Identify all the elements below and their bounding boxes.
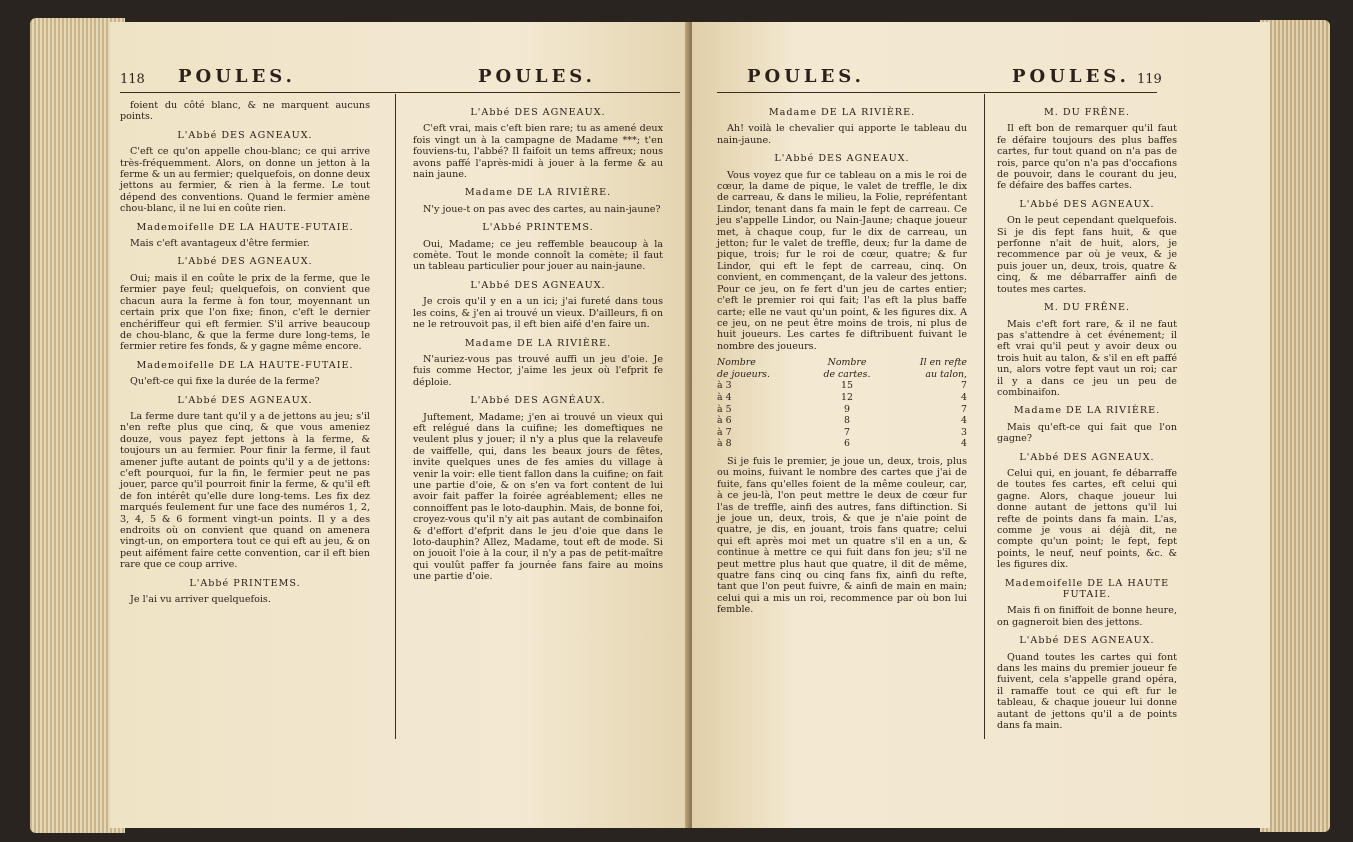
- right-page: [692, 22, 1270, 828]
- table-cell: 7: [844, 426, 850, 438]
- speaker-name: Madame DE LA RIVIÈRE.: [768, 107, 916, 118]
- paragraph: Mais c'eft avantageux d'être fermier.: [130, 238, 310, 250]
- speaker-name: L'Abbé DES AGNEAUX.: [774, 153, 910, 165]
- page-number-left: 118: [120, 72, 145, 87]
- table-header-cell: de joueurs.: [717, 368, 770, 380]
- table-row: [717, 392, 967, 404]
- paragraph: Mais c'eft fort rare, & il ne faut pas s'attendre à cet événement; il eft vrai qu'il peut y avoir deux ou trois huit au talon, & s'il en eft paffé un, alors votre fept vaut un roi; car il y a dans ce jeu un peu de combinaifon.: [997, 318, 1177, 398]
- paragraph: Oui; mais il en coûte le prix de la ferme, que le fermier paye feul; quelquefois, on convient que chacun aura la ferme à fon tour, moyennant un certain prix que l'on fixe; finon, c'eft le dernier enchériffeur qui eft fermier. S'il arrive beaucoup de chou-blanc, & que la ferme dure long-tems, le fermier retire fes fonds, & y gagne même encore.: [120, 272, 370, 353]
- paragraph: Ah! voilà le chevalier qui apporte le tableau du nain-jaune.: [717, 123, 967, 146]
- speaker-name: L'Abbé DES AGNÉAUX.: [470, 395, 606, 407]
- paragraph: Vous voyez que fur ce tableau on a mis le roi de cœur, la dame de pique, le valet de treffle, le dix de carreau, & dans le milieu, la Folie, repréfentant Lindor, tenant dans fa main le fept de carreau. Ce jeu s'appelle Lindor, ou Nain-Jaune; chaque joueur met, à chaque coup, fur le dix de carreau, un jetton; fur le valet de treffle, deux; fur la dame de pique, trois; fur le roi de cœur, quatre; & fur Lindor, qui eft le fept de carreau, cinq. On convient, en commençant, de la valeur des jettons. Pour ce jeu, on fe fert d'un jeu de cartes entier; c'eft le premier roi qui fait; l'as eft la plus baffe carte; elle ne vaut qu'un point, & les figures dix. A ce jeu, on ne peut être moins de trois, ni plus de huit joueurs. Les cartes fe diftribuent fuivant le nombre des joueurs.: [717, 169, 967, 352]
- speaker-name: M. DU FRÊNE.: [1043, 302, 1131, 314]
- speaker-name: L'Abbé DES AGNEAUX.: [470, 107, 606, 118]
- table-cell: 8: [844, 415, 850, 427]
- paragraph: Je l'ai vu arriver quelquefois.: [130, 594, 271, 606]
- running-head-right-2: POULES.: [1012, 66, 1130, 87]
- speaker-name: L'Abbé DES AGNEAUX.: [177, 394, 313, 406]
- paragraph: Celui qui, en jouant, fe débarraffe de toutes fes cartes, eft celui qui gagne. Alors, chaque joueur lui donne autant de jettons qu'il lui refte de points dans fa main. L'as, comme je vous ai déjà dit, ne compte qu'un point; le fept, fept points, le neuf, neuf points, &c. & les figures dix.: [997, 467, 1177, 571]
- paragraph: On le peut cependant quelquefois. Si je dis fept fans huit, & que perfonne n'ait de huit, alors, je recommence par où je veux, & je puis jouer un, deux, trois, quatre & cinq, & me débarraffer ainfi de toutes mes cartes.: [997, 215, 1177, 295]
- open-book: [30, 8, 1330, 836]
- paragraph: Oui, Madame; ce jeu reffemble beaucoup à la comète. Tout le monde connoît la comète; il faut un tableau particulier pour jouer au nain-jaune.: [413, 238, 663, 273]
- running-head-left-1: POULES.: [178, 66, 296, 87]
- column-rule-right: [984, 94, 985, 739]
- table-row: [717, 415, 967, 427]
- speaker-name: Madame DE LA RIVIÈRE.: [464, 337, 612, 349]
- table-row: [717, 438, 967, 450]
- table-header-cell: de cartes.: [823, 368, 871, 380]
- table-cell: 7: [961, 380, 967, 392]
- speaker-name: L'Abbé DES AGNEAUX.: [1019, 198, 1155, 210]
- paragraph: Mais fi on finiffoit de bonne heure, on gagneroit bien des jettons.: [997, 605, 1177, 628]
- table-row: [717, 380, 967, 392]
- table-cell: 4: [961, 438, 967, 450]
- paragraph: Juftement, Madame; j'en ai trouvé un vieux qui eft relégué dans la cuifine; les domeftiques ne veulent plus y jouer; il n'y a plus que la relaveufe de vaiffelle, qui, dans les beaux jours de fêtes, invite quelques unes de fes amies du village à venir la voir: elle tient fallon dans la cuifine; on fait une partie d'oie, & on s'en va fort content de lui avoir fait paffer la foirée agréablement; elles ne connoiffent pas le loto-dauphin. Mais, de bonne foi, croyez-vous qu'il n'y ait pas autant de combinaifon & d'effort d'efprit dans le jeu d'oie que dans le loto-dauphin? Allez, Madame, tout eft de mode. Si on jouoit l'oie à la cour, il n'y a pas de petit-maître qui voulût paffer fa journée fans faire au moins une partie d'oie.: [413, 411, 663, 583]
- table-header-row: [717, 369, 967, 381]
- speaker-name: L'Abbé PRINTEMS.: [482, 222, 594, 234]
- right-column-1: [717, 100, 967, 621]
- running-head-left-2: POULES.: [478, 66, 596, 87]
- speaker-name: L'Abbé PRINTEMS.: [189, 577, 301, 589]
- speaker-name: L'Abbé DES AGNEAUX.: [470, 279, 606, 291]
- table-header-cell: Nombre: [827, 357, 867, 369]
- paragraph: La ferme dure tant qu'il y a de jettons au jeu; s'il n'en refte plus que cinq, & que vous ameniez douze, vous payez fept jettons à la ferme, & toujours un au fermier. Pour finir la ferme, il faut amener jufte autant de points qu'il y a de jettons: c'eft pourquoi, fur la fin, le fermier peut ne pas jouer, parce qu'il pourroit finir la ferme, & qu'il eft de fon intérêt qu'elle dure long-tems. Les fix dez marqués feulement fur une face des numéros 1, 2, 3, 4, 5 & 6 forment vingt-un points. Il y a des endroits où on convient que quand on amenera vingt-un, on emportera tout ce qui eft au jeu, & on peut aifément faire cette convention, car il eft bien rare que ce coup arrive.: [120, 410, 370, 571]
- running-head-right-1: POULES.: [747, 66, 865, 87]
- table-cell: 6: [844, 438, 850, 450]
- speaker-name: M. DU FRÊNE.: [1043, 107, 1131, 118]
- table-cell: à 7: [717, 426, 732, 438]
- table-row: [717, 427, 967, 439]
- left-column-2: [413, 100, 663, 588]
- table-cell: 9: [844, 403, 850, 415]
- card-distribution-table: [717, 357, 967, 450]
- table-cell: à 3: [717, 380, 732, 392]
- speaker-name: Mademoifelle DE LA HAUTE FUTAIE.: [1004, 577, 1170, 601]
- column-rule-left: [395, 94, 396, 739]
- table-cell: 4: [961, 415, 967, 427]
- paragraph: Mais qu'eft-ce qui fait que l'on gagne?: [997, 421, 1177, 445]
- paragraph: N'y joue-t on pas avec des cartes, au nain-jaune?: [423, 203, 661, 215]
- page-edges-right: [1260, 20, 1330, 832]
- table-cell: 7: [961, 403, 967, 415]
- speaker-name: L'Abbé DES AGNEAUX.: [1019, 451, 1155, 463]
- table-cell: à 8: [717, 438, 732, 450]
- paragraph: C'eft ce qu'on appelle chou-blanc; ce qui arrive très-fréquemment. Alors, on donne un jetton à la ferme & un au fermier; quelquefois, on donne deux jettons au fermier, & rien à la ferme. Le tout dépend des conventions. Quand le fermier amène chou-blanc, il ne lui en coûte rien.: [120, 146, 371, 215]
- table-header-cell: Nombre: [717, 357, 756, 369]
- table-cell: 3: [961, 426, 967, 438]
- paragraph: Qu'eft-ce qui fixe la durée de la ferme?: [130, 376, 320, 388]
- header-rule-right: [717, 92, 1157, 93]
- table-cell: 15: [841, 380, 853, 392]
- table-header-row: [717, 357, 967, 369]
- speaker-name: Mademoifelle DE LA HAUTE-FUTAIE.: [136, 359, 354, 371]
- left-column-1: [120, 100, 370, 610]
- speaker-name: Madame DE LA RIVIÈRE.: [1013, 405, 1161, 417]
- paragraph: N'auriez-vous pas trouvé auffi un jeu d'oie. Je fuis comme Hector, j'aime les jeux où l'efprit fe déploie.: [413, 353, 663, 388]
- page-number-right: 119: [1137, 72, 1162, 87]
- right-column-2: [997, 100, 1177, 737]
- table-header-cell: au talon,: [925, 368, 967, 380]
- speaker-name: L'Abbé DES AGNEAUX.: [1019, 635, 1155, 647]
- table-row: [717, 404, 967, 416]
- paragraph: foient du côté blanc, & ne marquent aucuns points.: [120, 100, 370, 123]
- left-page: [110, 22, 690, 828]
- header-rule-left: [120, 92, 680, 93]
- paragraph: Si je fuis le premier, je joue un, deux, trois, plus ou moins, fuivant le nombre des cartes que j'ai de fuite, fans qu'elles foient de la même couleur, car, à ce jeu-là, l'on peut mettre le deux de cœur fur l'as de treffle, ainfi des autres, fans diftinction. Si je joue un, deux, trois, & que je n'aie point de quatre, je dis, en jouant, trois fans quatre; celui qui eft après moi met un quatre s'il en a un, & continue à mettre ce qui fuit dans fon jeu; s'il ne peut mettre plus haut que quatre, il dit de même, quatre fans cinq ou cinq fans fix, ainfi du refte, tant que l'on peut fuivre, & ainfi de main en main; celui qui a mis un roi, recommence par où bon lui femble.: [717, 455, 967, 616]
- speaker-name: Madame DE LA RIVIÈRE.: [464, 187, 612, 199]
- table-cell: à 4: [717, 392, 732, 403]
- table-header-cell: Il en refte: [919, 357, 967, 369]
- paragraph: Il eft bon de remarquer qu'il faut fe défaire toujours des plus baffes cartes, fur tout quand on n'a pas de rois, parce qu'on n'a pas d'occafions de pouvoir, dans le courant du jeu, fe défaire des baffes cartes.: [997, 123, 1177, 192]
- table-cell: à 5: [717, 403, 732, 415]
- speaker-name: Mademoifelle DE LA HAUTE-FUTAIE.: [136, 221, 354, 233]
- paragraph: C'eft vrai, mais c'eft bien rare; tu as amené deux fois vingt un à la campagne de Madame ***; t'en fouviens-tu, l'abbé? Il faifoit un tems affreux; nous avons paffé l'après-midi à jouer à la ferme & au nain jaune.: [413, 123, 663, 181]
- table-cell: 4: [961, 392, 967, 403]
- speaker-name: L'Abbé DES AGNEAUX.: [177, 256, 313, 268]
- paragraph: Quand toutes les cartes qui font dans les mains du premier joueur fe fuivent, cela s'appelle grand opéra, il ramaffe tout ce qui eft fur le tableau, & chaque joueur lui donne autant de jettons qu'il a de points dans fa main.: [997, 651, 1177, 732]
- speaker-name: L'Abbé DES AGNEAUX.: [177, 129, 313, 141]
- table-cell: à 6: [717, 415, 732, 427]
- table-cell: 12: [841, 392, 853, 403]
- paragraph: Je crois qu'il y en a un ici; j'ai fureté dans tous les coins, & j'en ai trouvé un vieux. D'ailleurs, fi on ne le retrouvoit pas, il eft bien aifé d'en faire un.: [413, 296, 663, 331]
